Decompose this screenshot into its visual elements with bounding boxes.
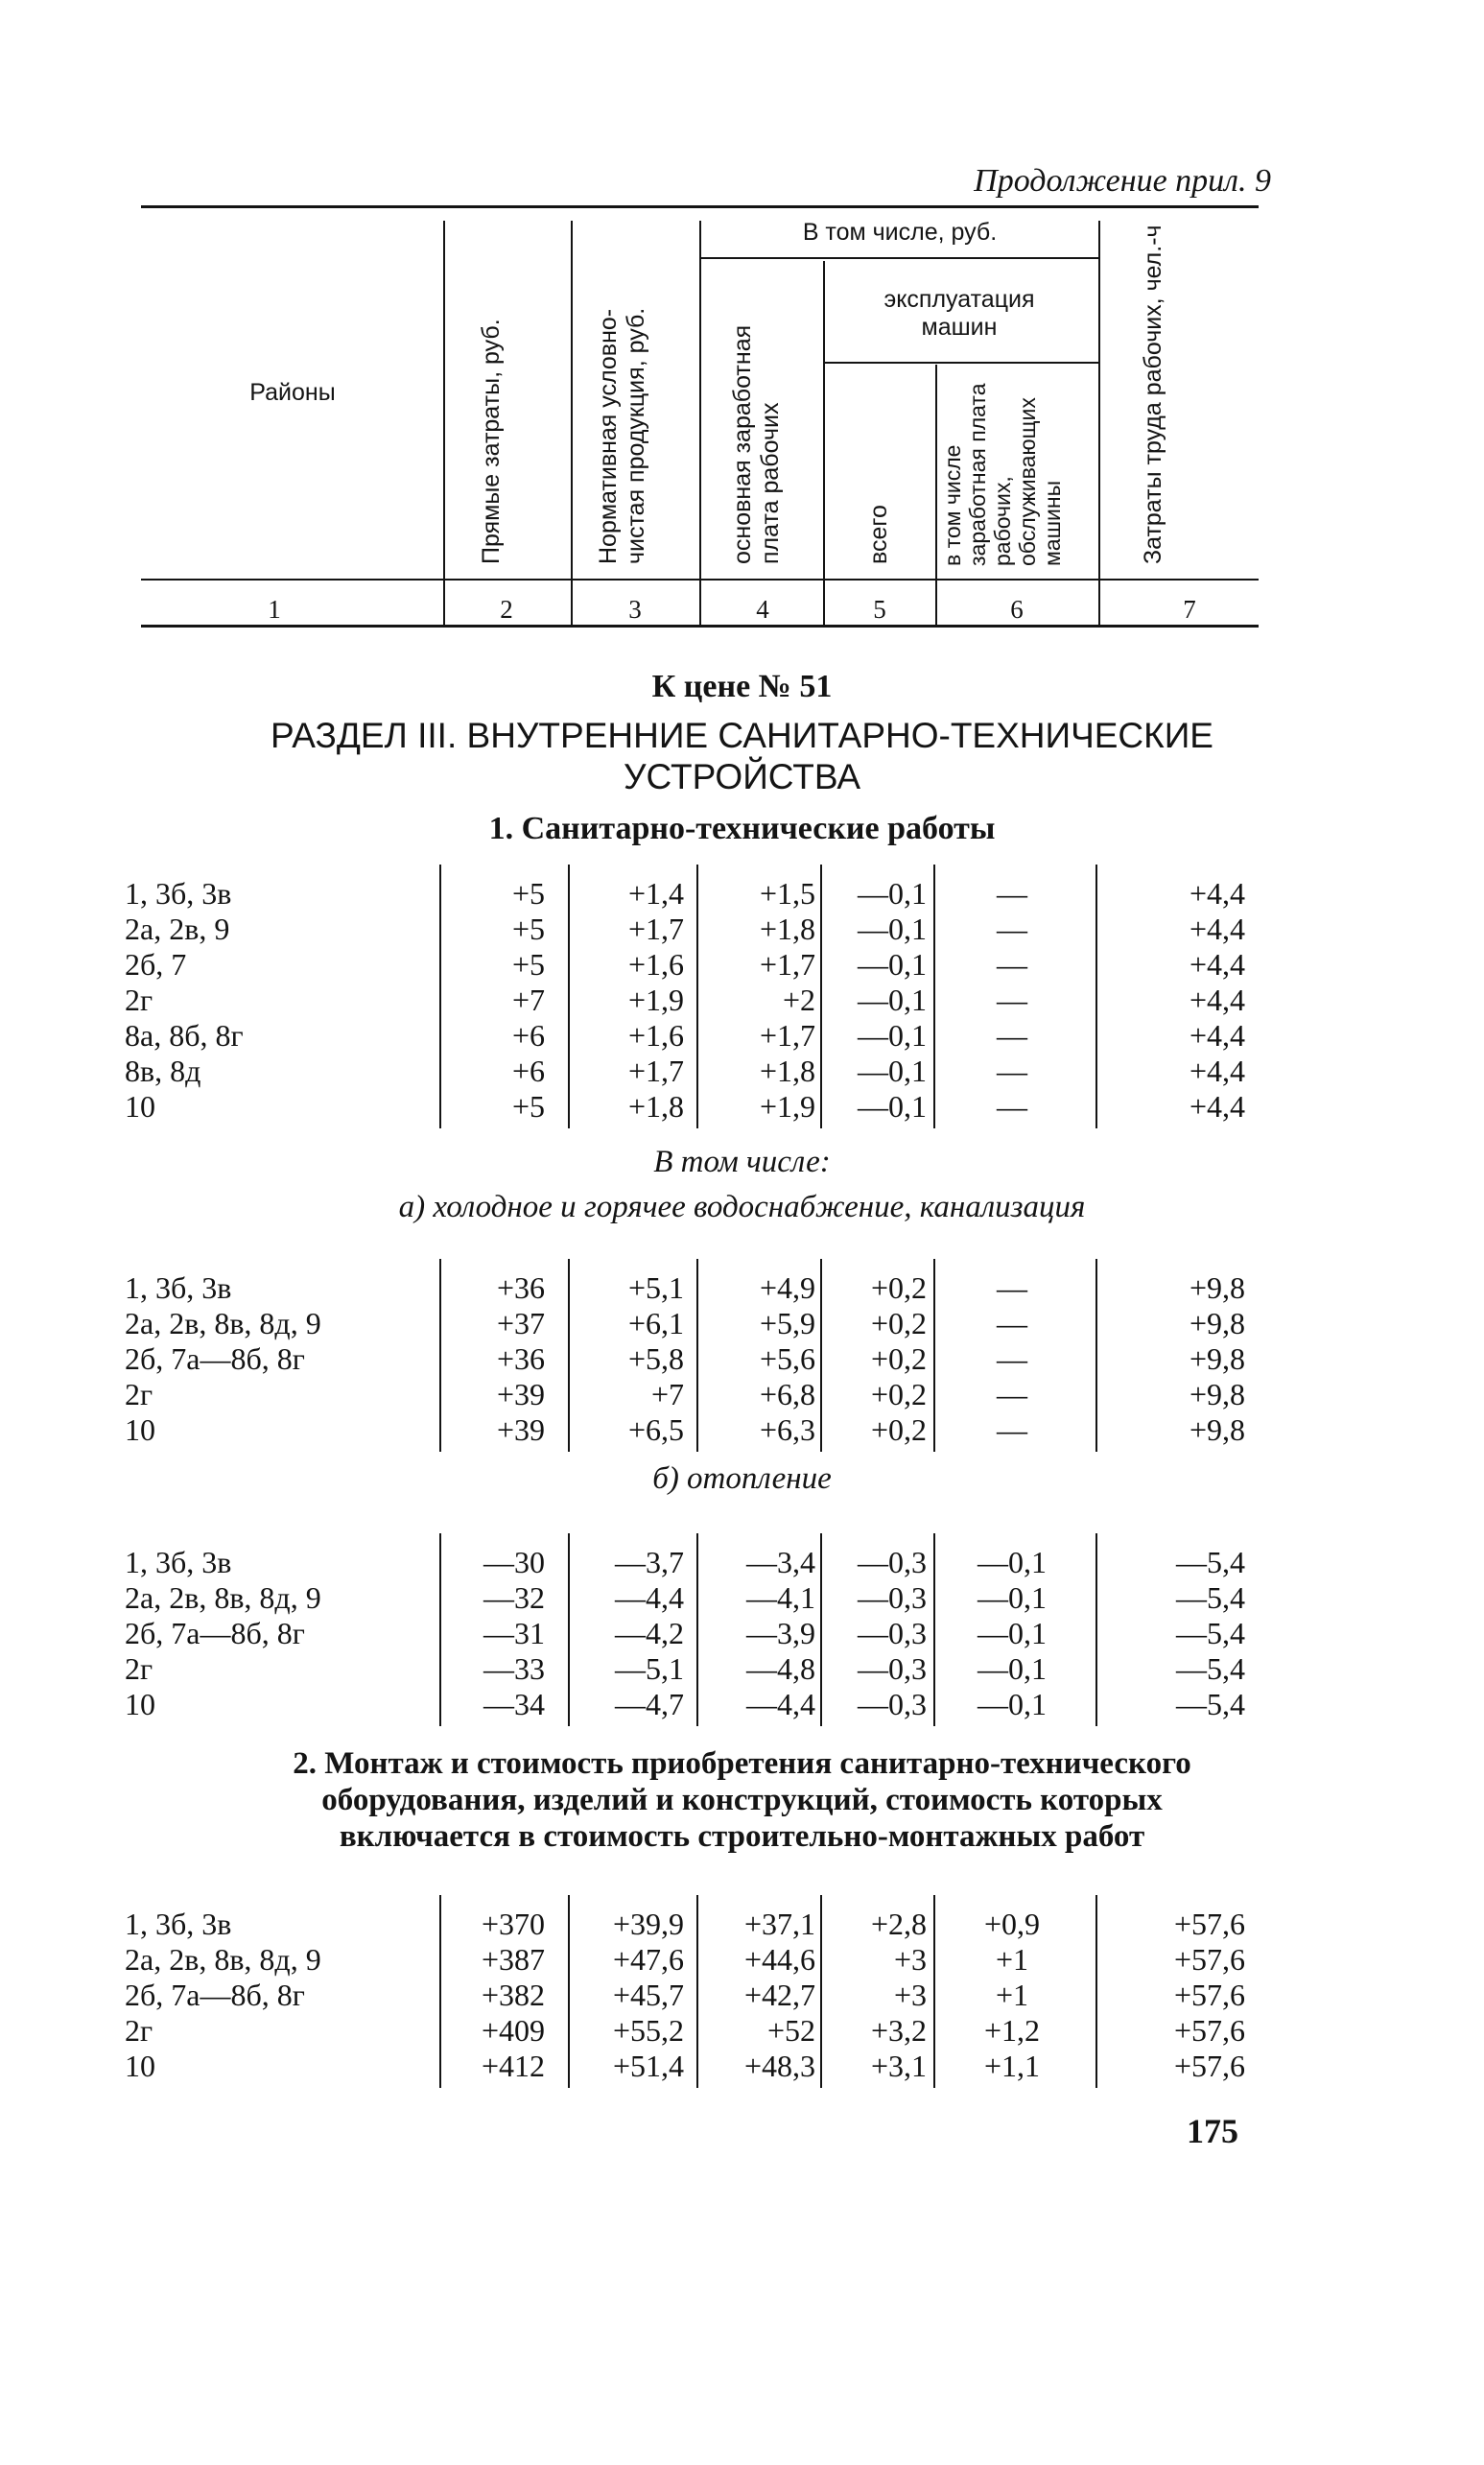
cell-base-wages: —4,8: [746, 1651, 815, 1686]
cell-base-wages: —3,9: [746, 1616, 815, 1650]
header-labor: Затраты труда рабочих, чел.-ч: [1140, 225, 1166, 564]
cell-net-output: —5,1: [615, 1651, 684, 1686]
header-base-wages: основная заработная плата рабочих: [729, 324, 784, 564]
cell-region: 2г: [125, 2013, 153, 2048]
cell-net-output: —4,7: [615, 1687, 684, 1721]
cell-base-wages: +48,3: [743, 2049, 815, 2083]
cell-machines-total: +0,2: [870, 1306, 927, 1340]
table-row: [0, 1907, 1484, 1942]
cell-region: 10: [125, 1089, 155, 1124]
cell-machines-total: +0,2: [870, 1270, 927, 1305]
column-divider: [933, 1533, 935, 1726]
column-divider: [439, 1259, 441, 1452]
cell-region: 2б, 7а—8б, 8г: [125, 1341, 305, 1376]
cell-base-wages: +6,8: [759, 1377, 815, 1411]
column-number-6: 6: [1010, 595, 1024, 624]
price-reference: К цене № 51: [651, 669, 833, 704]
cell-net-output: +1,8: [627, 1089, 684, 1124]
header-divider-3: [699, 221, 701, 626]
cell-labor: +57,6: [1173, 1978, 1245, 2012]
column-divider: [568, 865, 570, 1128]
cell-net-output: —4,2: [615, 1616, 684, 1650]
cell-direct-costs: +387: [481, 1942, 545, 1977]
header-divider-4: [823, 261, 825, 626]
column-divider: [820, 1259, 822, 1452]
cell-net-output: +55,2: [612, 2013, 684, 2048]
cell-machines-total: —0,1: [858, 947, 927, 982]
cell-machines-wages: —: [997, 1412, 1027, 1447]
table-row: [0, 1580, 1484, 1616]
cell-labor: +9,8: [1189, 1341, 1245, 1376]
section-title-line-1: РАЗДЕЛ III. ВНУТРЕННИЕ САНИТАРНО-ТЕХНИЧЕСКИЕ: [271, 716, 1213, 755]
table-row: [0, 1687, 1484, 1722]
cell-region: 8в, 8д: [125, 1054, 201, 1088]
table-row: [0, 1341, 1484, 1377]
cell-machines-wages: —: [997, 1341, 1027, 1376]
cell-region: 1, 3б, 3в: [125, 1545, 232, 1579]
cell-machines-wages: —: [997, 947, 1027, 982]
cell-machines-wages: —0,1: [978, 1616, 1047, 1650]
table-row: [0, 1616, 1484, 1651]
cell-direct-costs: +409: [481, 2013, 545, 2048]
section-title-line-2: УСТРОЙСТВА: [623, 757, 861, 796]
column-divider: [1095, 1533, 1097, 1726]
cell-net-output: —3,7: [615, 1545, 684, 1579]
cell-direct-costs: +370: [481, 1907, 545, 1941]
column-number-7: 7: [1183, 595, 1196, 624]
cell-base-wages: +1,5: [759, 876, 815, 911]
table-row: [0, 1270, 1484, 1306]
cell-base-wages: +52: [766, 2013, 815, 2048]
cell-net-output: +1,6: [627, 1018, 684, 1053]
header-including: В том числе, руб.: [802, 219, 998, 246]
cell-net-output: +5,8: [627, 1341, 684, 1376]
cell-labor: —5,4: [1176, 1687, 1245, 1721]
cell-base-wages: +37,1: [743, 1907, 815, 1941]
cell-machines-wages: —0,1: [978, 1580, 1047, 1615]
cell-net-output: +47,6: [612, 1942, 684, 1977]
including-label: В том числе:: [653, 1145, 831, 1179]
table-row: [0, 1306, 1484, 1341]
column-divider: [568, 1895, 570, 2088]
cell-machines-wages: —0,1: [978, 1545, 1047, 1579]
cell-direct-costs: —33: [483, 1651, 545, 1686]
column-divider: [568, 1259, 570, 1452]
cell-base-wages: +1,8: [759, 1054, 815, 1088]
cell-region: 2а, 2в, 8в, 8д, 9: [125, 1580, 321, 1615]
column-number-5: 5: [873, 595, 886, 624]
cell-machines-wages: —0,1: [978, 1687, 1047, 1721]
cell-labor: +4,4: [1189, 1018, 1245, 1053]
table-row: [0, 1651, 1484, 1687]
cell-machines-total: +3,2: [870, 2013, 927, 2048]
cell-machines-total: —0,1: [858, 1089, 927, 1124]
cell-machines-wages: —: [997, 1377, 1027, 1411]
cell-direct-costs: —30: [483, 1545, 545, 1579]
cell-direct-costs: +36: [496, 1341, 545, 1376]
cell-base-wages: +1,7: [759, 947, 815, 982]
cell-direct-costs: —34: [483, 1687, 545, 1721]
cell-direct-costs: +412: [481, 2049, 545, 2083]
cell-region: 10: [125, 2049, 155, 2083]
cell-direct-costs: —32: [483, 1580, 545, 1615]
cell-region: 2а, 2в, 8в, 8д, 9: [125, 1942, 321, 1977]
subsection-1-title: 1. Санитарно-технические работы: [488, 811, 996, 846]
cell-region: 2а, 2в, 9: [125, 912, 230, 946]
cell-machines-total: +3: [893, 1942, 927, 1977]
column-divider: [820, 1533, 822, 1726]
cell-machines-wages: +1,1: [983, 2049, 1041, 2083]
cell-machines-total: +3,1: [870, 2049, 927, 2083]
cell-labor: +9,8: [1189, 1412, 1245, 1447]
cell-base-wages: +1,8: [759, 912, 815, 946]
cell-machines-total: +0,2: [870, 1377, 927, 1411]
cell-labor: —5,4: [1176, 1545, 1245, 1579]
column-divider: [696, 1895, 698, 2088]
header-normative-net-output: Нормативная условно-чистая продукция, руб.: [595, 307, 649, 564]
column-divider: [820, 865, 822, 1128]
cell-net-output: +1,6: [627, 947, 684, 982]
subsection-2-title-line-2: оборудования, изделий и конструкций, стоимость которых: [321, 1783, 1163, 1817]
machines-rule: [825, 362, 1098, 364]
cell-region: 2г: [125, 983, 153, 1017]
cell-direct-costs: +5: [511, 947, 545, 982]
cell-net-output: +1,9: [627, 983, 684, 1017]
cell-net-output: +39,9: [612, 1907, 684, 1941]
cell-base-wages: +44,6: [743, 1942, 815, 1977]
subsection-a-title: а) холодное и горячее водоснабжение, канализация: [398, 1190, 1086, 1224]
cell-labor: +4,4: [1189, 1054, 1245, 1088]
cell-machines-total: +0,2: [870, 1341, 927, 1376]
column-divider: [933, 1895, 935, 2088]
cell-base-wages: +1,7: [759, 1018, 815, 1053]
cell-region: 2б, 7: [125, 947, 187, 982]
cell-machines-total: —0,3: [858, 1580, 927, 1615]
cell-machines-wages: —: [997, 1270, 1027, 1305]
column-number-1: 1: [268, 595, 281, 624]
page-number: 175: [1187, 2112, 1238, 2150]
column-divider: [1095, 865, 1097, 1128]
cell-machines-wages: +0,9: [983, 1907, 1041, 1941]
header-direct-costs: Прямые затраты, руб.: [478, 319, 505, 564]
subsection-b-title: б) отопление: [652, 1461, 832, 1496]
header-including-wages: в том числе заработная плата рабочих, обслуживающих машины: [940, 383, 1065, 566]
cell-machines-total: +2,8: [870, 1907, 927, 1941]
table-row: [0, 2013, 1484, 2049]
cell-machines-total: +0,2: [870, 1412, 927, 1447]
cell-machines-wages: —: [997, 1018, 1027, 1053]
cell-machines-total: —0,3: [858, 1687, 927, 1721]
column-divider: [568, 1533, 570, 1726]
cell-direct-costs: +5: [511, 876, 545, 911]
header-top-rule: [141, 205, 1259, 208]
table-row: [0, 1089, 1484, 1125]
cell-direct-costs: +382: [481, 1978, 545, 2012]
cell-machines-wages: —: [997, 1089, 1027, 1124]
cell-net-output: +6,5: [627, 1412, 684, 1447]
cell-region: 10: [125, 1412, 155, 1447]
cell-base-wages: +42,7: [743, 1978, 815, 2012]
cell-net-output: +7: [650, 1377, 684, 1411]
header-machine-operation: эксплуатация машин: [883, 286, 1035, 341]
column-number-3: 3: [628, 595, 642, 624]
column-number-4: 4: [756, 595, 769, 624]
column-divider: [696, 1533, 698, 1726]
table-row: [0, 947, 1484, 983]
table-row: [0, 1054, 1484, 1089]
cell-machines-total: —0,1: [858, 912, 927, 946]
cell-net-output: +1,4: [627, 876, 684, 911]
cell-machines-total: —0,3: [858, 1616, 927, 1650]
cell-labor: +4,4: [1189, 912, 1245, 946]
cell-direct-costs: +39: [496, 1377, 545, 1411]
cell-base-wages: +2: [782, 983, 815, 1017]
cell-labor: —5,4: [1176, 1651, 1245, 1686]
header-regions: Районы: [249, 379, 336, 406]
cell-region: 2б, 7а—8б, 8г: [125, 1978, 305, 2012]
cell-machines-wages: —: [997, 876, 1027, 911]
cell-labor: —5,4: [1176, 1616, 1245, 1650]
column-divider: [1095, 1895, 1097, 2088]
cell-direct-costs: +6: [511, 1018, 545, 1053]
table-row: [0, 1978, 1484, 2013]
cell-machines-total: —0,1: [858, 876, 927, 911]
header-total: всего: [865, 505, 892, 564]
cell-region: 2г: [125, 1651, 153, 1686]
cell-machines-wages: +1: [995, 1942, 1029, 1977]
cell-machines-wages: —: [997, 1306, 1027, 1340]
table-row: [0, 1018, 1484, 1054]
cell-machines-total: +3: [893, 1978, 927, 2012]
subsection-2-title-line-1: 2. Монтаж и стоимость приобретения санитарно-технического: [293, 1746, 1191, 1781]
cell-direct-costs: +7: [511, 983, 545, 1017]
cell-direct-costs: +39: [496, 1412, 545, 1447]
cell-labor: +4,4: [1189, 876, 1245, 911]
cell-labor: +57,6: [1173, 2049, 1245, 2083]
cell-net-output: +45,7: [612, 1978, 684, 2012]
cell-machines-total: —0,1: [858, 1018, 927, 1053]
cell-labor: +57,6: [1173, 1942, 1245, 1977]
cell-region: 1, 3б, 3в: [125, 1270, 232, 1305]
running-head: Продолжение прил. 9: [974, 163, 1271, 199]
cell-labor: +4,4: [1189, 983, 1245, 1017]
cell-base-wages: —3,4: [746, 1545, 815, 1579]
cell-net-output: +5,1: [627, 1270, 684, 1305]
cell-net-output: +1,7: [627, 1054, 684, 1088]
cell-region: 1, 3б, 3в: [125, 1907, 232, 1941]
column-divider: [696, 865, 698, 1128]
cell-direct-costs: +6: [511, 1054, 545, 1088]
header-divider-1: [443, 221, 445, 626]
cell-net-output: +6,1: [627, 1306, 684, 1340]
cell-base-wages: +6,3: [759, 1412, 815, 1447]
cell-region: 10: [125, 1687, 155, 1721]
cell-region: 1, 3б, 3в: [125, 876, 232, 911]
column-divider: [933, 1259, 935, 1452]
column-number-2: 2: [500, 595, 513, 624]
header-divider-5: [935, 365, 937, 626]
cell-machines-wages: +1: [995, 1978, 1029, 2012]
header-divider-6: [1098, 221, 1100, 626]
cell-region: 2б, 7а—8б, 8г: [125, 1616, 305, 1650]
column-divider: [439, 865, 441, 1128]
cell-machines-wages: —0,1: [978, 1651, 1047, 1686]
cell-base-wages: +5,9: [759, 1306, 815, 1340]
cell-net-output: +1,7: [627, 912, 684, 946]
cell-direct-costs: +36: [496, 1270, 545, 1305]
cell-direct-costs: +5: [511, 912, 545, 946]
cell-base-wages: —4,1: [746, 1580, 815, 1615]
cell-labor: +57,6: [1173, 1907, 1245, 1941]
cell-base-wages: +4,9: [759, 1270, 815, 1305]
table-row: [0, 1412, 1484, 1448]
table-row: [0, 1377, 1484, 1412]
cell-labor: +9,8: [1189, 1377, 1245, 1411]
cell-machines-wages: —: [997, 983, 1027, 1017]
cell-base-wages: +1,9: [759, 1089, 815, 1124]
cell-machines-wages: +1,2: [983, 2013, 1041, 2048]
including-rule: [700, 257, 1098, 259]
cell-machines-wages: —: [997, 1054, 1027, 1088]
table-row: [0, 876, 1484, 912]
cell-labor: +9,8: [1189, 1270, 1245, 1305]
cell-machines-total: —0,3: [858, 1545, 927, 1579]
column-divider: [696, 1259, 698, 1452]
column-divider: [439, 1533, 441, 1726]
subsection-2-title-line-3: включается в стоимость строительно-монтажных работ: [339, 1819, 1145, 1854]
table-row: [0, 983, 1484, 1018]
cell-machines-wages: —: [997, 912, 1027, 946]
column-divider: [820, 1895, 822, 2088]
cell-region: 8а, 8б, 8г: [125, 1018, 244, 1053]
table-row: [0, 1545, 1484, 1580]
cell-labor: +57,6: [1173, 2013, 1245, 2048]
cell-machines-total: —0,3: [858, 1651, 927, 1686]
cell-direct-costs: —31: [483, 1616, 545, 1650]
cell-direct-costs: +5: [511, 1089, 545, 1124]
column-divider: [933, 865, 935, 1128]
cell-net-output: —4,4: [615, 1580, 684, 1615]
column-divider: [1095, 1259, 1097, 1452]
cell-region: 2а, 2в, 8в, 8д, 9: [125, 1306, 321, 1340]
cell-region: 2г: [125, 1377, 153, 1411]
cell-machines-total: —0,1: [858, 1054, 927, 1088]
cell-labor: +9,8: [1189, 1306, 1245, 1340]
cell-labor: +4,4: [1189, 1089, 1245, 1124]
cell-machines-total: —0,1: [858, 983, 927, 1017]
header-divider-2: [571, 221, 573, 626]
column-divider: [439, 1895, 441, 2088]
table-row: [0, 912, 1484, 947]
table-row: [0, 2049, 1484, 2084]
cell-labor: —5,4: [1176, 1580, 1245, 1615]
cell-base-wages: +5,6: [759, 1341, 815, 1376]
cell-net-output: +51,4: [612, 2049, 684, 2083]
cell-base-wages: —4,4: [746, 1687, 815, 1721]
table-row: [0, 1942, 1484, 1978]
cell-labor: +4,4: [1189, 947, 1245, 982]
cell-direct-costs: +37: [496, 1306, 545, 1340]
